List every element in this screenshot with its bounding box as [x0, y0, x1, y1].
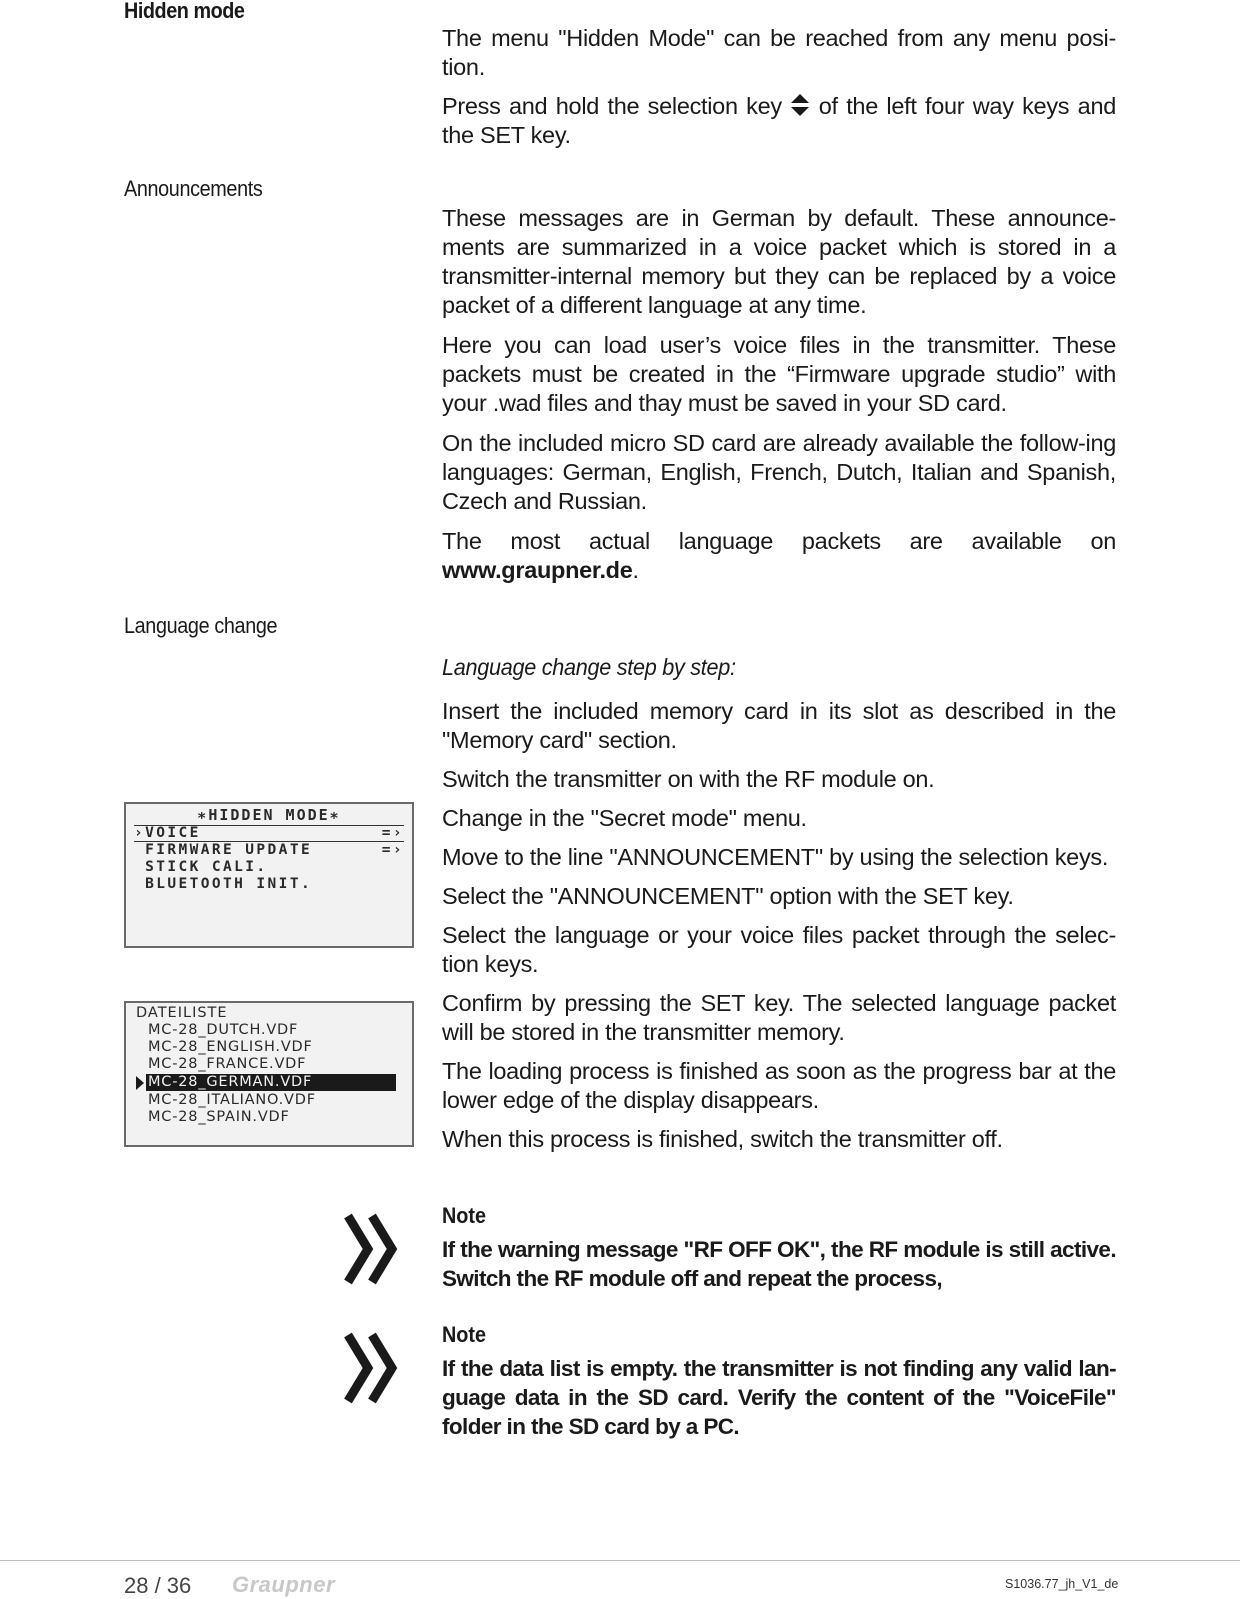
hidden-mode-p2-after: of the left four way keys and the SET key. [442, 93, 1116, 148]
announcements-p4-before: The most actual language packets are available on [442, 528, 1116, 554]
hidden-mode-section [442, 24, 1116, 150]
lcd-row-firmware-arrow: =› [381, 842, 404, 858]
step-9: When this process is finished, switch the transmitter off. [442, 1126, 1003, 1152]
document-id: S1036.77_jh_V1_de [1005, 1577, 1119, 1591]
step-7: Confirm by pressing the SET key. The selected language packet will be stored in the transmitter memory. [442, 990, 1116, 1045]
hidden-mode-heading: Hidden mode [124, 0, 245, 23]
announcements-p3: On the included micro SD card are already available the follow-ing languages: German, English, French, Dutch, Italian and Spanish, Czech and Russian. [442, 430, 1116, 514]
lcd-row-voice-arrow: =› [381, 825, 404, 841]
note-1-text: If the warning message "RF OFF OK", the RF module is still active. Switch the RF module off and repeat the process, [442, 1237, 1116, 1291]
note-2-text: If the data list is empty. the transmitter is not finding any valid lan-guage data in the SD card. Verify the content of the "VoiceFile" folder in the SD card by a PC. [442, 1356, 1116, 1439]
step-4: Move to the line "ANNOUNCEMENT" by using the selection keys. [442, 844, 1109, 870]
lcd-row-stick-label: STICK CALI. [134, 859, 268, 875]
hidden-mode-lcd-screen [124, 802, 414, 948]
hidden-mode-p2-before: Press and hold the selection key [442, 93, 791, 119]
language-change-label: Language change [124, 613, 278, 638]
lcd-row-voice [134, 825, 404, 841]
hidden-mode-p1: The menu "Hidden Mode" can be reached from any menu posi-tion. [442, 25, 1116, 80]
announcements-p1: These messages are in German by default. These announce-ments are summarized in a voice packet which is stored in a transmitter-internal memory but they can be replaced by a voice packet of a different language at any time. [442, 205, 1116, 318]
graupner-logo: Graupner [232, 1572, 336, 1597]
note-2-title: Note [442, 1322, 487, 1347]
note-double-chevron-icon [342, 1210, 402, 1288]
graupner-link[interactable]: www.graupner.de [442, 557, 633, 583]
file-list-lcd-screen [124, 1001, 414, 1147]
footer-divider [0, 1560, 1240, 1561]
step-8: The loading process is finished as soon as the progress bar at the lower edge of the display disappears. [442, 1058, 1116, 1113]
file-item-dutch: MC-28_DUTCH.VDF [148, 1022, 299, 1038]
lcd-row-firmware [134, 842, 404, 858]
lcd-row-firmware-label: FIRMWARE UPDATE [134, 842, 313, 858]
up-down-selection-icon [790, 93, 810, 117]
file-item-france: MC-28_FRANCE.VDF [148, 1056, 307, 1072]
language-change-steps [442, 697, 1116, 1154]
announcements-p4-after: . [632, 557, 639, 583]
lcd-title: ∗HIDDEN MODE∗ [197, 806, 341, 824]
file-item-italiano: MC-28_ITALIANO.VDF [148, 1092, 316, 1108]
announcements-p4 [442, 527, 1116, 585]
page-number: 28 / 36 [124, 1573, 192, 1598]
note-2 [442, 1322, 1116, 1441]
step-2: Switch the transmitter on with the RF module on. [442, 766, 935, 792]
file-item-spain: MC-28_SPAIN.VDF [148, 1109, 290, 1125]
file-item-german-selected: MC-28_GERMAN.VDF [146, 1074, 396, 1091]
language-change-section [442, 653, 1116, 682]
note-1-title: Note [442, 1203, 487, 1228]
lcd-row-stick [134, 859, 404, 875]
file-item-english: MC-28_ENGLISH.VDF [148, 1039, 313, 1055]
hidden-mode-p2 [442, 92, 1116, 150]
step-5: Select the "ANNOUNCEMENT" option with the SET key. [442, 883, 1014, 909]
note-double-chevron-icon [342, 1329, 402, 1407]
lcd-row-bluetooth [134, 876, 404, 892]
selection-pointer-icon [135, 1075, 145, 1091]
file-list-title: DATEILISTE [136, 1005, 228, 1021]
step-1: Insert the included memory card in its slot as described in the "Memory card" section. [442, 698, 1116, 753]
lcd-row-bluetooth-label: BLUETOOTH INIT. [134, 876, 313, 892]
step-3: Change in the "Secret mode" menu. [442, 805, 807, 831]
language-change-intro: Language change step by step: [442, 654, 736, 680]
announcements-section [442, 204, 1116, 585]
note-1 [442, 1203, 1116, 1293]
announcements-label: Announcements [124, 176, 263, 201]
step-6: Select the language or your voice files packet through the selec-tion keys. [442, 922, 1116, 977]
lcd-row-voice-label: ›VOICE [134, 825, 201, 841]
announcements-p2: Here you can load user’s voice files in the transmitter. These packets must be created in the “Firmware upgrade studio” with your .wad files and thay must be saved in your SD card. [442, 332, 1116, 416]
